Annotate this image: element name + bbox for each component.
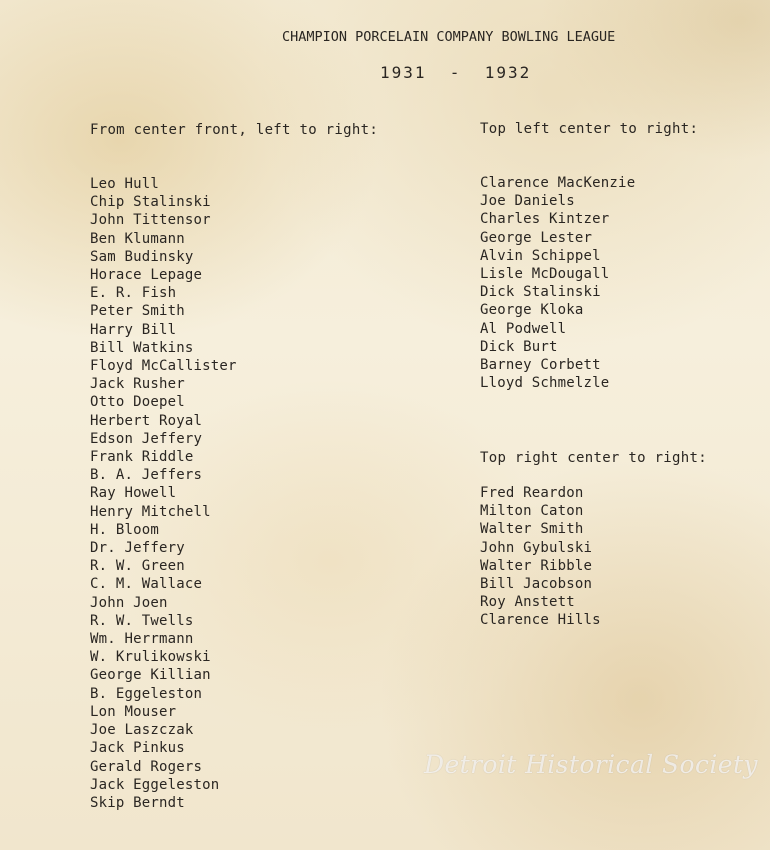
- name-list-item: Jack Eggeleston: [90, 776, 220, 793]
- name-list-item: Dick Stalinski: [480, 284, 601, 301]
- name-list-item: Skip Berndt: [90, 794, 185, 811]
- name-list-item: Otto Doepel: [90, 394, 185, 411]
- name-list-item: Jack Rusher: [90, 376, 185, 393]
- name-list-item: Jack Pinkus: [90, 740, 185, 757]
- name-list-item: George Kloka: [480, 302, 584, 319]
- name-list-item: Ray Howell: [90, 485, 177, 502]
- name-list-item: B. Eggeleston: [90, 685, 203, 702]
- top-left-heading: Top left center to right:: [480, 121, 699, 137]
- name-list-item: Harry Bill: [90, 321, 177, 338]
- name-list-item: Barney Corbett: [480, 357, 601, 374]
- name-list-item: Lisle McDougall: [480, 266, 610, 283]
- name-list-item: Milton Caton: [480, 503, 584, 520]
- name-list-item: Alvin Schippel: [480, 247, 601, 264]
- name-list-item: R. W. Green: [90, 558, 185, 575]
- name-list-item: Dick Burt: [480, 338, 558, 355]
- name-list-item: John Tittensor: [90, 212, 211, 229]
- watermark: Detroit Historical Society: [424, 750, 758, 779]
- name-list-item: Bill Watkins: [90, 339, 194, 356]
- name-list-item: B. A. Jeffers: [90, 467, 203, 484]
- name-list-item: Charles Kintzer: [480, 211, 610, 228]
- name-list-item: Lon Mouser: [90, 703, 177, 720]
- name-list-item: E. R. Fish: [90, 285, 177, 302]
- top-right-heading: Top right center to right:: [480, 450, 707, 466]
- center-front-name-list: [90, 175, 237, 812]
- top-left-name-list: [480, 174, 635, 392]
- name-list-item: R. W. Twells: [90, 612, 194, 629]
- document-title: CHAMPION PORCELAIN COMPANY BOWLING LEAGUE: [282, 29, 616, 45]
- name-list-item: Sam Budinsky: [90, 248, 194, 265]
- name-list-item: Fred Reardon: [480, 485, 584, 501]
- name-list-item: Henry Mitchell: [90, 503, 211, 520]
- name-list-item: Horace Lepage: [90, 267, 203, 284]
- name-list-item: Walter Ribble: [480, 557, 593, 574]
- name-list-item: Floyd McCallister: [90, 358, 237, 375]
- top-right-name-list: [480, 484, 601, 630]
- name-list-item: John Gybulski: [480, 539, 593, 556]
- name-list-item: Gerald Rogers: [90, 758, 203, 775]
- name-list-item: Herbert Royal: [90, 412, 203, 429]
- name-list-item: Frank Riddle: [90, 449, 194, 466]
- name-list-item: Clarence MacKenzie: [480, 175, 636, 191]
- name-list-item: George Lester: [480, 229, 593, 246]
- name-list-item: Lloyd Schmelzle: [480, 375, 610, 392]
- name-list-item: Joe Daniels: [480, 193, 575, 210]
- name-list-item: Dr. Jeffery: [90, 540, 185, 557]
- name-list-item: W. Krulikowski: [90, 649, 211, 666]
- name-list-item: Walter Smith: [480, 521, 584, 538]
- name-list-item: Bill Jacobson: [480, 576, 593, 593]
- name-list-item: Joe Laszczak: [90, 722, 194, 739]
- name-list-item: Roy Anstett: [480, 594, 575, 611]
- name-list-item: Wm. Herrmann: [90, 631, 194, 648]
- name-list-item: Clarence Hills: [480, 612, 601, 629]
- name-list-item: John Joen: [90, 594, 168, 611]
- season-years: 1931 - 1932: [380, 63, 532, 82]
- name-list-item: George Killian: [90, 667, 211, 684]
- name-list-item: Leo Hull: [90, 176, 160, 192]
- name-list-item: C. M. Wallace: [90, 576, 203, 593]
- name-list-item: Peter Smith: [90, 303, 185, 320]
- center-front-heading: From center front, left to right:: [90, 122, 379, 138]
- name-list-item: Edson Jeffery: [90, 430, 203, 447]
- name-list-item: Al Podwell: [480, 320, 567, 337]
- name-list-item: H. Bloom: [90, 521, 160, 538]
- name-list-item: Ben Klumann: [90, 230, 185, 247]
- name-list-item: Chip Stalinski: [90, 194, 211, 211]
